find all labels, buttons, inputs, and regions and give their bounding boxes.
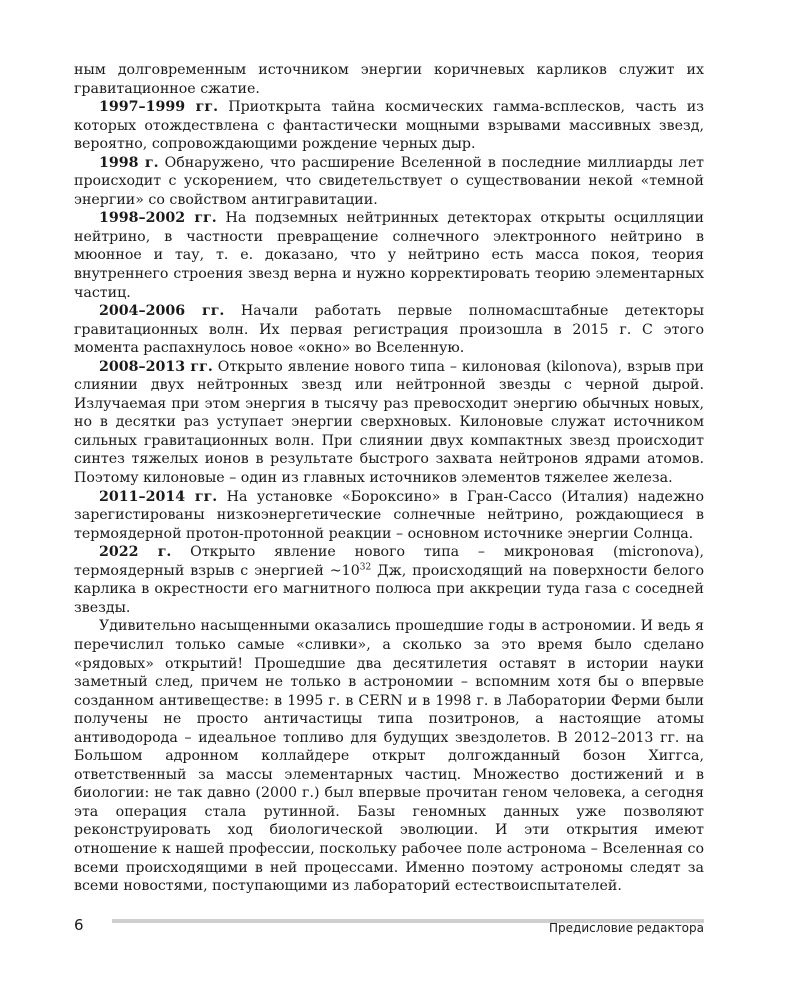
year-label: 2022 г. bbox=[99, 544, 172, 561]
paragraph-text: Приоткрыта тайна космических гамма-всплесков, часть из которых отождествлена с фантастически мощными взрывами массивных звезд, вероятно, сопровождающими рождение черных дыр. bbox=[74, 99, 704, 153]
paragraph-summary bbox=[74, 617, 704, 895]
year-label: 1998–2002 гг. bbox=[99, 210, 217, 227]
year-label: 2004–2006 гг. bbox=[99, 303, 225, 320]
paragraph-2008-2013 bbox=[74, 358, 704, 488]
paragraph-1998 bbox=[74, 154, 704, 210]
paragraph-2004-2006 bbox=[74, 302, 704, 358]
running-head: Предисловие редактора bbox=[549, 921, 704, 935]
paragraph-text: Удивительно насыщенными оказались прошедшие годы в астрономии. И ведь я перечислил только самые «сливки», а сколько за это время было сделано «рядовых» открытий! Прошедшие два десятилетия оставят в истории науки заметный след, причем не только в астрономии – вспомним хотя бы о впервые созданном антивеществе: в 1995 г. в CERN и в 1998 г. в Лаборатории Ферми были получены не просто античастицы типа позитронов, а настоящие атомы антиводорода – идеальное топливо для будущих звездолетов. В 2012–2013 гг. на Большом адронном коллайдере открыт долгожданный бозон Хиггса, ответственный за массы элементарных частиц. Множество достижений и в биологии: не так давно (2000 г.) был впервые прочитан геном человека, а сегодня эта операция стала рутинной. Базы геномных данных уже позволяют реконструировать ход биологической эволюции. И эти открытия имеют отношение к нашей профессии, поскольку рабочее поле астронома – Вселенная со всеми происходящими в ней процессами. Именно поэтому астрономы следят за всеми новостями, поступающими из лабораторий естествоиспытателей. bbox=[74, 618, 704, 895]
page-footer bbox=[74, 914, 704, 938]
paragraph-text: ным долговременным источником энергии коричневых карликов служит их гравитационное сжатие. bbox=[74, 62, 704, 97]
paragraph-text: На подземных нейтринных детекторах открыты осцилляции нейтрино, в частности превращение солнечного электронного нейтрино в мюонное и тау, т. е. доказано, что у нейтрино есть масса покоя, теория внутреннего строения звезд верна и нужно корректировать теорию элементарных частиц. bbox=[74, 210, 704, 301]
paragraph-continuation bbox=[74, 61, 704, 98]
paragraph-text-after: Дж, происходящий на поверхности белого карлика в окрестности его магнитного полюса при аккреции туда газа с соседней звезды. bbox=[74, 562, 704, 616]
paragraph-text: Открыто явление нового типа – килоновая (kilonova), взрыв при слиянии двух нейтронных звезд или нейтронной звезды с черной дырой. Излучаемая при этом энергия в тысячу раз превосходит энергию обычных новых, но в десятки раз уступает энергии сверхновых. Килоновые служат источником сильных гравитационных волн. При слиянии двух компактных звезд происходит синтез тяжелых ионов в результате быстрого захвата нейтронов ядрами атомов. Поэтому килоновые – один из главных источников элементов тяжелее железа. bbox=[74, 358, 705, 487]
page-body bbox=[74, 61, 704, 896]
paragraph-2011-2014 bbox=[74, 488, 704, 544]
paragraph-2022 bbox=[74, 543, 704, 617]
paragraph-1997-1999 bbox=[74, 98, 704, 154]
paragraph-1998-2002 bbox=[74, 209, 704, 302]
paragraph-text: Начали работать первые полномасштабные детекторы гравитационных волн. Их первая регистрация произошла в 2015 г. С этого момента распахнулось новое «окно» во Вселенную. bbox=[74, 303, 704, 357]
paragraph-text: На установке «Бороксино» в Гран-Сассо (Италия) надежно зарегистированы низкоэнергетические солнечные нейтрино, рождающиеся в термоядерной протон-протонной реакции – основном источнике энергии Солнца. bbox=[74, 488, 704, 542]
year-label: 1998 г. bbox=[99, 154, 159, 171]
paragraph-text: Открыто явление нового типа – микроновая (micronova), термоядерный взрыв с энергией ~10 bbox=[74, 544, 704, 579]
page-number: 6 bbox=[74, 916, 84, 934]
year-label: 2008–2013 гг. bbox=[99, 358, 213, 375]
year-label: 1997–1999 гг. bbox=[99, 99, 219, 116]
paragraph-text: Обнаружено, что расширение Вселенной в последние миллиарды лет происходит с ускорением, что свидетельствует о существовании некой «темной энергии» со свойством антигравитации. bbox=[74, 154, 704, 208]
exponent: 32 bbox=[359, 562, 372, 573]
year-label: 2011–2014 гг. bbox=[99, 488, 218, 505]
